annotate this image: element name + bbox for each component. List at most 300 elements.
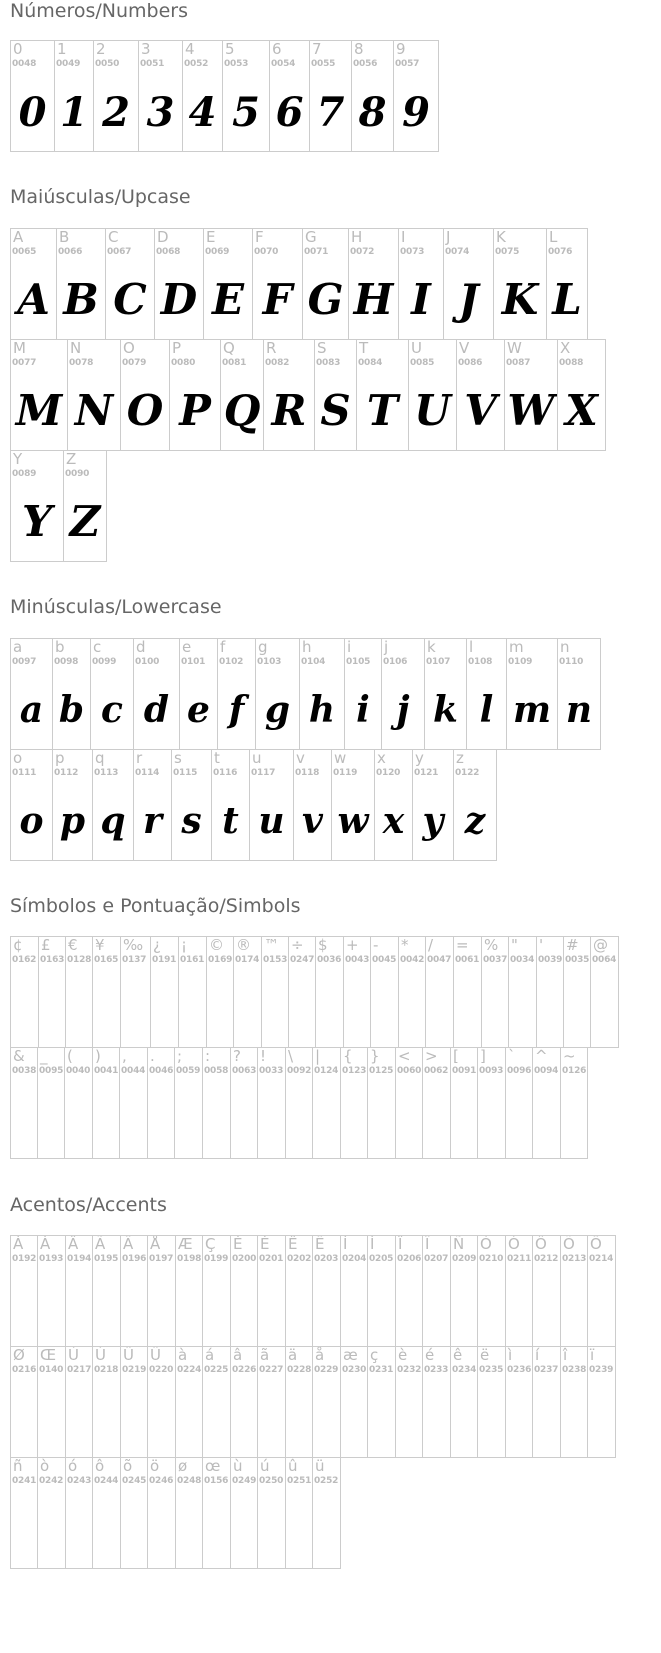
- glyph-cell: [348, 228, 399, 340]
- glyph-code: 0098: [54, 657, 79, 667]
- glyph-label: í: [535, 1346, 540, 1364]
- glyph-label: ‰: [123, 936, 144, 954]
- glyph-cell: [120, 1457, 148, 1569]
- glyph-code: 0123: [342, 1066, 367, 1076]
- glyph-preview: v: [302, 800, 323, 842]
- glyph-label: t: [214, 749, 220, 767]
- glyph-cell: [10, 638, 53, 750]
- glyph-code: 0078: [69, 358, 94, 368]
- glyph-cell: [147, 1457, 176, 1569]
- glyph-label: æ: [343, 1346, 358, 1364]
- glyph-label: Ä: [123, 1235, 134, 1253]
- glyph-preview: A: [17, 275, 50, 324]
- glyph-cell: [65, 936, 93, 1048]
- glyph-code: 0055: [311, 59, 336, 69]
- glyph-code: 0225: [204, 1365, 229, 1375]
- glyph-label: X: [560, 339, 571, 357]
- glyph-preview: M: [15, 386, 63, 435]
- glyph-code: 0241: [12, 1476, 37, 1486]
- glyph-code: 0103: [257, 657, 282, 667]
- glyph-label: s: [174, 749, 182, 767]
- glyph-code: 0073: [400, 247, 425, 257]
- glyph-code: 0049: [56, 59, 81, 69]
- section-title-accents: Acentos/Accents: [10, 1194, 167, 1216]
- glyph-preview: O: [126, 386, 164, 435]
- glyph-preview: r: [143, 800, 162, 842]
- glyph-code: 0111: [12, 768, 37, 778]
- glyph-cell: [587, 1235, 616, 1347]
- glyph-preview: R: [271, 386, 307, 435]
- glyph-label: Ê: [288, 1235, 298, 1253]
- glyph-cell: [206, 936, 234, 1048]
- glyph-cell: [299, 638, 345, 750]
- glyph-code: 0110: [559, 657, 584, 667]
- glyph-code: 0072: [350, 247, 375, 257]
- glyph-cell: [269, 40, 310, 152]
- glyph-code: 0042: [400, 955, 425, 965]
- glyph-preview: V: [464, 386, 497, 435]
- glyph-label: î: [563, 1346, 568, 1364]
- glyph-code: 0065: [12, 247, 37, 257]
- glyph-cell: [424, 638, 467, 750]
- glyph-code: 0096: [507, 1066, 532, 1076]
- glyph-label: x: [377, 749, 386, 767]
- glyph-code: 0195: [94, 1254, 119, 1264]
- glyph-cell: [90, 638, 134, 750]
- glyph-label: 1: [57, 40, 67, 58]
- glyph-cell: [453, 749, 497, 861]
- glyph-preview: 3: [146, 89, 175, 136]
- glyph-preview: l: [479, 689, 494, 731]
- glyph-cell: [174, 1047, 203, 1159]
- glyph-cell: [398, 228, 444, 340]
- glyph-code: 0113: [94, 768, 119, 778]
- glyph-preview: u: [258, 800, 285, 842]
- glyph-label: m: [509, 638, 524, 656]
- glyph-label: ü: [315, 1457, 325, 1475]
- glyph-label: n: [560, 638, 570, 656]
- glyph-label: ù: [233, 1457, 243, 1475]
- glyph-label: Ì: [343, 1235, 348, 1253]
- glyph-preview: q: [100, 800, 126, 842]
- glyph-label: +: [346, 936, 359, 954]
- glyph-cell: [367, 1047, 396, 1159]
- glyph-label: |: [315, 1047, 321, 1065]
- glyph-code: 0086: [458, 358, 483, 368]
- glyph-label: r: [136, 749, 143, 767]
- glyph-cell: [92, 1457, 121, 1569]
- glyph-label: ñ: [13, 1457, 23, 1475]
- glyph-label: 9: [396, 40, 406, 58]
- glyph-label: @: [593, 936, 608, 954]
- glyph-code: 0105: [346, 657, 371, 667]
- glyph-label: ]: [480, 1047, 486, 1065]
- glyph-label: ¡: [181, 936, 188, 954]
- glyph-preview: P: [179, 386, 211, 435]
- glyph-preview: f: [228, 689, 245, 731]
- glyph-cell: [10, 339, 68, 451]
- glyph-label: d: [136, 638, 146, 656]
- glyph-cell: [178, 936, 207, 1048]
- glyph-cell: [120, 339, 170, 451]
- glyph-code: 0200: [232, 1254, 257, 1264]
- glyph-preview: k: [433, 689, 458, 731]
- glyph-cell: [340, 1047, 368, 1159]
- glyph-label: Z: [66, 450, 77, 468]
- glyph-code: 0089: [12, 469, 37, 479]
- glyph-cell: [340, 1346, 368, 1458]
- glyph-code: 0052: [184, 59, 209, 69]
- glyph-label: y: [415, 749, 424, 767]
- glyph-cell: [202, 1346, 231, 1458]
- glyph-code: 0237: [534, 1365, 559, 1375]
- glyph-preview: 0: [18, 89, 47, 136]
- glyph-label: >: [425, 1047, 438, 1065]
- glyph-cell: [261, 936, 289, 1048]
- glyph-label: ~: [563, 1047, 576, 1065]
- glyph-label: ^: [535, 1047, 548, 1065]
- glyph-code: 0224: [177, 1365, 202, 1375]
- glyph-code: 0232: [397, 1365, 422, 1375]
- glyph-code: 0248: [177, 1476, 202, 1486]
- glyph-label: À: [13, 1235, 24, 1253]
- glyph-code: 0046: [149, 1066, 174, 1076]
- glyph-code: 0162: [12, 955, 37, 965]
- glyph-cell: [285, 1346, 313, 1458]
- glyph-preview: a: [19, 689, 44, 731]
- glyph-code: 0080: [171, 358, 196, 368]
- glyph-label: ¢: [13, 936, 23, 954]
- glyph-cell: [560, 1346, 588, 1458]
- glyph-label: G: [305, 228, 317, 246]
- glyph-code: 0118: [295, 768, 320, 778]
- glyph-cell: [56, 228, 106, 340]
- glyph-code: 0140: [39, 1365, 64, 1375]
- glyph-label: Ô: [535, 1235, 547, 1253]
- glyph-label: É: [260, 1235, 270, 1253]
- glyph-label: ä: [288, 1346, 298, 1364]
- glyph-code: 0244: [94, 1476, 119, 1486]
- glyph-cell: [52, 638, 91, 750]
- glyph-cell: [477, 1346, 506, 1458]
- glyph-cell: [202, 1047, 231, 1159]
- glyph-label: Î: [398, 1235, 403, 1253]
- glyph-cell: [92, 1235, 121, 1347]
- glyph-preview: G: [307, 275, 344, 324]
- glyph-code: 0100: [135, 657, 160, 667]
- glyph-code: 0033: [259, 1066, 284, 1076]
- glyph-code: 0239: [589, 1365, 614, 1375]
- glyph-label: Á: [40, 1235, 51, 1253]
- glyph-cell: [92, 1047, 120, 1159]
- glyph-preview: w: [337, 800, 369, 842]
- glyph-code: 0068: [156, 247, 181, 257]
- glyph-label: ï: [590, 1346, 595, 1364]
- glyph-preview: y: [422, 800, 444, 842]
- glyph-cell: [147, 1346, 176, 1458]
- glyph-code: 0218: [94, 1365, 119, 1375]
- glyph-cell: [65, 1235, 93, 1347]
- glyph-cell: [92, 749, 134, 861]
- glyph-code: 0229: [314, 1365, 339, 1375]
- glyph-code: 0043: [345, 955, 370, 965]
- glyph-code: 0203: [314, 1254, 339, 1264]
- glyph-cell: [93, 40, 139, 152]
- glyph-cell: [370, 936, 399, 1048]
- glyph-cell: [477, 1047, 506, 1159]
- glyph-label: =: [456, 936, 469, 954]
- glyph-label: ®: [236, 936, 251, 954]
- glyph-cell: [179, 638, 218, 750]
- glyph-cell: [147, 1047, 175, 1159]
- glyph-label: j: [384, 638, 389, 656]
- glyph-label: à: [178, 1346, 188, 1364]
- glyph-cell: [38, 936, 66, 1048]
- glyph-cell: [154, 228, 204, 340]
- glyph-code: 0066: [58, 247, 83, 257]
- glyph-label: 2: [96, 40, 106, 58]
- glyph-preview: 5: [232, 89, 260, 136]
- glyph-cell: [175, 1235, 203, 1347]
- glyph-cell: [202, 1235, 231, 1347]
- glyph-cell: [138, 40, 183, 152]
- glyph-label: Õ: [563, 1235, 575, 1253]
- glyph-label: I: [401, 228, 406, 246]
- glyph-label: *: [401, 936, 409, 954]
- glyph-cell: [505, 1235, 533, 1347]
- glyph-code: 0115: [173, 768, 198, 778]
- glyph-cell: [532, 1047, 561, 1159]
- glyph-code: 0251: [287, 1476, 312, 1486]
- glyph-cell: [10, 450, 64, 562]
- glyph-label: A: [13, 228, 24, 246]
- glyph-label: ': [539, 936, 544, 954]
- glyph-code: 0077: [12, 358, 37, 368]
- glyph-preview: W: [507, 386, 555, 435]
- glyph-code: 0045: [372, 955, 397, 965]
- glyph-code: 0107: [426, 657, 451, 667]
- glyph-label: R: [266, 339, 277, 357]
- glyph-code: 0085: [410, 358, 435, 368]
- glyph-label: ê: [453, 1346, 463, 1364]
- glyph-code: 0101: [181, 657, 206, 667]
- glyph-code: 0114: [135, 768, 160, 778]
- glyph-label: ¿: [153, 936, 161, 954]
- glyph-preview: 7: [316, 89, 345, 136]
- glyph-code: 0122: [455, 768, 480, 778]
- glyph-cell: [381, 638, 425, 750]
- glyph-code: 0048: [12, 59, 37, 69]
- glyph-cell: [408, 339, 457, 451]
- glyph-code: 0038: [12, 1066, 37, 1076]
- glyph-label: D: [157, 228, 169, 246]
- glyph-code: 0083: [316, 358, 341, 368]
- glyph-code: 0079: [122, 358, 147, 368]
- glyph-cell: [367, 1346, 396, 1458]
- glyph-code: 0041: [94, 1066, 119, 1076]
- glyph-cell: [450, 1235, 478, 1347]
- glyph-label: Ú: [95, 1346, 106, 1364]
- glyph-cell: [249, 749, 294, 861]
- glyph-label: û: [288, 1457, 298, 1475]
- glyph-code: 0207: [424, 1254, 449, 1264]
- glyph-cell: [10, 749, 53, 861]
- glyph-label: g: [258, 638, 268, 656]
- glyph-code: 0205: [369, 1254, 394, 1264]
- glyph-preview: K: [501, 275, 539, 324]
- glyph-preview: p: [59, 800, 86, 842]
- glyph-code: 0093: [479, 1066, 504, 1076]
- glyph-label: H: [351, 228, 363, 246]
- glyph-cell: [67, 339, 121, 451]
- glyph-code: 0174: [235, 955, 260, 965]
- glyph-cell: [257, 1047, 286, 1159]
- glyph-label: ú: [260, 1457, 270, 1475]
- glyph-label: ": [511, 936, 518, 954]
- glyph-cell: [312, 1047, 341, 1159]
- glyph-code: 0191: [152, 955, 177, 965]
- glyph-label: 8: [354, 40, 364, 58]
- glyph-label: K: [496, 228, 506, 246]
- glyph-label: ): [95, 1047, 101, 1065]
- glyph-preview: 6: [275, 89, 304, 136]
- glyph-cell: [504, 339, 558, 451]
- glyph-preview: F: [262, 275, 293, 324]
- glyph-cell: [263, 339, 315, 451]
- glyph-code: 0088: [559, 358, 584, 368]
- glyph-label: <: [398, 1047, 411, 1065]
- glyph-code: 0228: [287, 1365, 312, 1375]
- glyph-code: 0039: [538, 955, 563, 965]
- glyph-preview: E: [211, 275, 244, 324]
- glyph-code: 0109: [508, 657, 533, 667]
- glyph-label: S: [317, 339, 327, 357]
- glyph-label: ç: [370, 1346, 379, 1364]
- glyph-label: &: [13, 1047, 25, 1065]
- glyph-cell: [560, 1235, 588, 1347]
- glyph-code: 0192: [12, 1254, 37, 1264]
- glyph-code: 0075: [495, 247, 520, 257]
- glyph-cell: [133, 749, 172, 861]
- glyph-code: 0209: [452, 1254, 477, 1264]
- glyph-label: ò: [40, 1457, 50, 1475]
- glyph-code: 0169: [208, 955, 233, 965]
- glyph-cell: [175, 1346, 203, 1458]
- glyph-preview: X: [565, 386, 598, 435]
- glyph-code: 0246: [149, 1476, 174, 1486]
- glyph-label: Í: [370, 1235, 375, 1253]
- glyph-label: 4: [185, 40, 195, 58]
- glyph-code: 0202: [287, 1254, 312, 1264]
- glyph-code: 0058: [204, 1066, 229, 1076]
- glyph-code: 0201: [259, 1254, 284, 1264]
- glyph-label: [: [453, 1047, 459, 1065]
- glyph-label: ,: [122, 1047, 127, 1065]
- glyph-label: Ò: [480, 1235, 492, 1253]
- glyph-cell: [92, 1346, 121, 1458]
- glyph-cell: [312, 1346, 341, 1458]
- glyph-cell: [293, 749, 332, 861]
- glyph-code: 0092: [287, 1066, 312, 1076]
- section-title-upcase: Maiúsculas/Upcase: [10, 186, 191, 208]
- glyph-code: 0233: [424, 1365, 449, 1375]
- glyph-label: %: [484, 936, 499, 954]
- glyph-cell: [395, 1235, 423, 1347]
- glyph-label: l: [469, 638, 474, 656]
- glyph-cell: [288, 936, 316, 1048]
- glyph-cell: [120, 1346, 148, 1458]
- glyph-code: 0137: [122, 955, 147, 965]
- glyph-cell: [211, 749, 250, 861]
- glyph-preview: N: [74, 386, 114, 435]
- glyph-label: O: [123, 339, 135, 357]
- glyph-label: ë: [480, 1346, 490, 1364]
- glyph-label: v: [296, 749, 305, 767]
- glyph-label: T: [359, 339, 369, 357]
- glyph-code: 0199: [204, 1254, 229, 1264]
- section-title-numbers: Números/Numbers: [10, 0, 188, 22]
- glyph-cell: [222, 40, 270, 152]
- glyph-code: 0047: [427, 955, 452, 965]
- glyph-cell: [37, 1457, 66, 1569]
- glyph-code: 0051: [140, 59, 165, 69]
- glyph-label: f: [220, 638, 226, 656]
- glyph-label: !: [260, 1047, 267, 1065]
- glyph-preview: h: [308, 689, 336, 731]
- glyph-label: #: [566, 936, 579, 954]
- glyph-label: :: [205, 1047, 211, 1065]
- glyph-label: å: [315, 1346, 325, 1364]
- glyph-cell: [309, 40, 352, 152]
- glyph-label: J: [446, 228, 451, 246]
- glyph-cell: [481, 936, 509, 1048]
- glyph-cell: [285, 1457, 313, 1569]
- glyph-cell: [37, 1047, 65, 1159]
- glyph-preview: 8: [358, 89, 387, 136]
- glyph-cell: [557, 339, 606, 451]
- glyph-cell: [466, 638, 507, 750]
- glyph-label: ô: [95, 1457, 105, 1475]
- glyph-code: 0227: [259, 1365, 284, 1375]
- glyph-cell: [493, 228, 547, 340]
- glyph-label: \: [288, 1047, 294, 1065]
- glyph-code: 0204: [342, 1254, 367, 1264]
- glyph-code: 0249: [232, 1476, 257, 1486]
- glyph-code: 0035: [565, 955, 590, 965]
- glyph-label: È: [233, 1235, 243, 1253]
- glyph-code: 0104: [301, 657, 326, 667]
- glyph-cell: [477, 1235, 506, 1347]
- glyph-code: 0247: [290, 955, 315, 965]
- glyph-cell: [450, 1346, 478, 1458]
- glyph-cell: [443, 228, 494, 340]
- glyph-code: 0091: [452, 1066, 477, 1076]
- glyph-cell: [395, 1346, 423, 1458]
- glyph-label: q: [95, 749, 105, 767]
- glyph-cell: [425, 936, 454, 1048]
- glyph-label: .: [150, 1047, 155, 1065]
- glyph-cell: [560, 1047, 588, 1159]
- glyph-label: $: [318, 936, 328, 954]
- glyph-cell: [54, 40, 94, 152]
- glyph-preview: j: [396, 689, 410, 731]
- glyph-label: P: [172, 339, 182, 357]
- glyph-cell: [343, 936, 371, 1048]
- glyph-cell: [422, 1235, 451, 1347]
- glyph-cell: [63, 450, 107, 562]
- glyph-code: 0235: [479, 1365, 504, 1375]
- glyph-label: ©: [209, 936, 224, 954]
